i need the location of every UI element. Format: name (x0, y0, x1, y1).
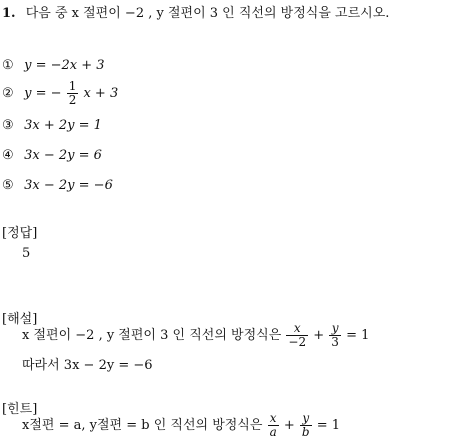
explanation-fraction-1 (286, 322, 308, 349)
choice-2-fraction (67, 80, 79, 107)
explanation-fraction-2 (329, 322, 341, 349)
choice-4[interactable] (2, 148, 102, 163)
explanation-frac1-den: −2 (288, 335, 307, 349)
hint-frac2-den: b (301, 425, 310, 439)
hint-label: [힌트] (2, 402, 38, 417)
choice-1-equation: y = −2x + 3 (24, 58, 105, 73)
choice-5[interactable] (2, 178, 113, 193)
hint-frac1-num: x (269, 411, 277, 425)
explanation-line-2: 따라서 3x − 2y = −6 (22, 358, 153, 373)
question-line (2, 2, 389, 21)
choice-5-equation: 3x − 2y = −6 (24, 178, 113, 193)
hint-fraction-2 (300, 412, 312, 439)
hint-frac1-den: a (269, 425, 277, 439)
answer-label: [정답] (2, 226, 38, 241)
hint-plus: + (283, 418, 295, 433)
choice-1-mark: ① (2, 58, 14, 73)
hint-line-prefix: x절편 = a, y절편 = b 인 직선의 방정식은 (22, 418, 263, 433)
question-text: 다음 중 x 절편이 −2 , y 절편이 3 인 직선의 방정식을 고르시오. (25, 6, 390, 21)
explanation-frac2-num: y (331, 321, 339, 335)
choice-2-mark: ② (2, 86, 14, 101)
choice-2-frac-den: 2 (68, 93, 77, 107)
explanation-plus: + (313, 328, 325, 343)
explanation-line-1 (22, 322, 369, 349)
choice-2[interactable] (2, 80, 118, 107)
choice-4-equation: 3x − 2y = 6 (24, 148, 102, 163)
hint-line (22, 412, 340, 439)
choice-1[interactable] (2, 58, 105, 73)
explanation-line-1-suffix: = 1 (346, 328, 370, 343)
hint-fraction-1 (268, 412, 279, 439)
answer-value: 5 (22, 246, 31, 261)
question-number: 1. (2, 6, 16, 21)
choice-3-mark: ③ (2, 118, 14, 133)
explanation-label: [해설] (2, 312, 38, 327)
choice-2-equation-prefix: y = − (24, 86, 62, 101)
choice-4-mark: ④ (2, 148, 14, 163)
explanation-frac1-num: x (293, 321, 301, 335)
choice-2-frac-num: 1 (68, 79, 77, 93)
hint-frac2-num: y (302, 411, 310, 425)
explanation-frac2-den: 3 (331, 335, 339, 349)
choice-3-equation: 3x + 2y = 1 (24, 118, 102, 133)
choice-5-mark: ⑤ (2, 178, 14, 193)
choice-3[interactable] (2, 118, 102, 133)
choice-2-equation-suffix: x + 3 (83, 86, 119, 101)
explanation-line-1-prefix: x 절편이 −2 , y 절편이 3 인 직선의 방정식은 (22, 328, 282, 343)
hint-suffix: = 1 (316, 418, 341, 433)
